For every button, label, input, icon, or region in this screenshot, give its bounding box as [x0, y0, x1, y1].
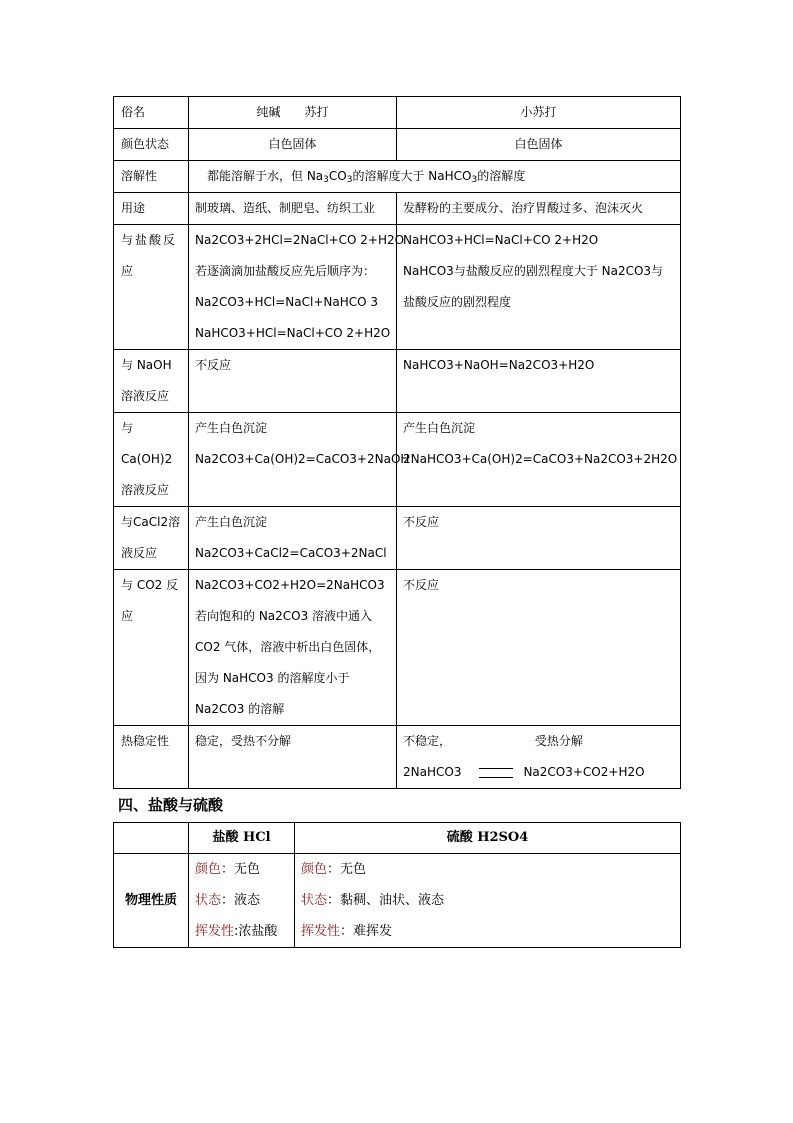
table-row — [114, 161, 681, 193]
row-label: 与 Ca(OH)2 溶液反应 — [114, 413, 189, 507]
table-row — [114, 193, 681, 225]
table-row — [114, 570, 681, 726]
row-label: 颜色状态 — [114, 129, 189, 161]
nahco3-cell: 发酵粉的主要成分、治疗胃酸过多、泡沫灭火 — [397, 193, 681, 225]
table-row — [114, 97, 681, 129]
heat-arrow-icon — [479, 768, 513, 778]
row-label: 与 NaOH 溶液反应 — [114, 350, 189, 413]
na2co3-cell: 产生白色沉淀 Na2CO3+CaCl2=CaCO3+2NaCl — [189, 507, 397, 570]
na2co3-cell: 不反应 — [189, 350, 397, 413]
na2co3-cell: 产生白色沉淀 Na2CO3+Ca(OH)2=CaCO3+2NaOH — [189, 413, 397, 507]
table-row — [114, 129, 681, 161]
table-row — [114, 854, 681, 948]
na2co3-cell: 制玻璃、造纸、制肥皂、纺织工业 — [189, 193, 397, 225]
table-header-row — [114, 823, 681, 854]
table-row — [114, 413, 681, 507]
empty-header-cell — [114, 823, 189, 854]
table-row — [114, 726, 681, 789]
nahco3-cell: 白色固体 — [397, 129, 681, 161]
row-label: 物理性质 — [114, 854, 189, 948]
nahco3-cell: NaHCO3+HCl=NaCl+CO 2+H2O NaHCO3与盐酸反应的剧烈程度大于 Na2CO3与 盐酸反应的剧烈程度 — [397, 225, 681, 350]
row-label: 与CaCl2溶 液反应 — [114, 507, 189, 570]
nahco3-cell: 不反应 — [397, 507, 681, 570]
solubility-cell: 都能溶解于水，但 $Na_3CO_3$的溶解度大于 NaHCO$_3$的溶解度 — [189, 161, 681, 193]
acid-comparison-table — [113, 822, 681, 948]
nahco3-cell: 不反应 — [397, 570, 681, 726]
na2co3-cell: Na2CO3+2HCl=2NaCl+CO 2+H2O 若逐滴滴加盐酸反应先后顺序为： Na2CO3+HCl=NaCl+NaHCO 3 NaHCO3+HCl=NaCl+CO 2+H2O — [189, 225, 397, 350]
h2so4-header: 硫酸 H2SO4 — [295, 823, 681, 854]
hcl-header: 盐酸 HCl — [189, 823, 295, 854]
h2so4-cell: 颜色：无色 状态：黏稠、油状、液态 挥发性：难挥发 — [295, 854, 681, 948]
table-row — [114, 507, 681, 570]
section-heading: 四、盐酸与硫酸 — [118, 796, 224, 814]
nahco3-cell: 小苏打 — [397, 97, 681, 129]
na2co3-cell: 稳定，受热不分解 — [189, 726, 397, 789]
row-label: 溶解性 — [114, 161, 189, 193]
row-label: 与 CO2 反 应 — [114, 570, 189, 726]
row-label: 俗名 — [114, 97, 189, 129]
row-label: 与盐酸反 应 — [114, 225, 189, 350]
table-row — [114, 225, 681, 350]
na2co3-cell: Na2CO3+CO2+H2O=2NaHCO3 若向饱和的 Na2CO3 溶液中通入 CO2 气体，溶液中析出白色固体， 因为 NaHCO3 的溶解度小于 Na2CO3 的溶解 — [189, 570, 397, 726]
nahco3-cell: 产生白色沉淀 2NaHCO3+Ca(OH)2=CaCO3+Na2CO3+2H2O — [397, 413, 681, 507]
na2co3-cell: 白色固体 — [189, 129, 397, 161]
nahco3-cell: 不稳定， 受热分解 2NaHCO3 Na2CO3+CO2+H2O — [397, 726, 681, 789]
table-row — [114, 350, 681, 413]
row-label: 热稳定性 — [114, 726, 189, 789]
row-label: 用途 — [114, 193, 189, 225]
hcl-cell: 颜色：无色 状态：液态 挥发性:浓盐酸 — [189, 854, 295, 948]
carbonate-comparison-table — [113, 96, 681, 789]
na2co3-cell: 纯碱 苏打 — [189, 97, 397, 129]
nahco3-cell: NaHCO3+NaOH=Na2CO3+H2O — [397, 350, 681, 413]
